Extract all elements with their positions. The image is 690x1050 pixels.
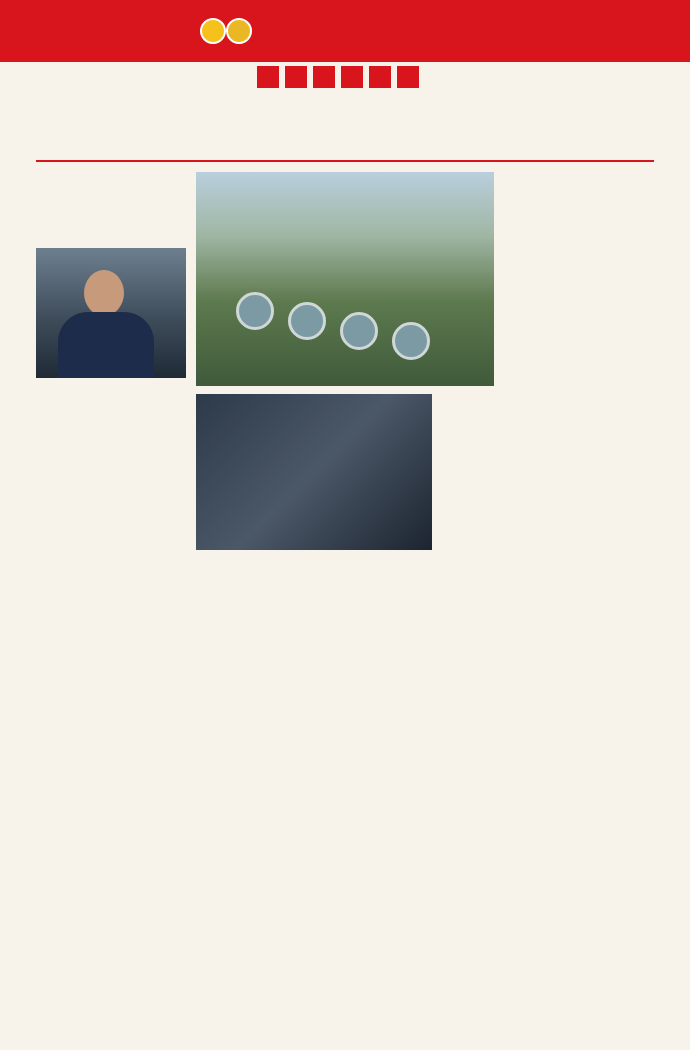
column-title-char xyxy=(341,66,363,88)
column-title-char xyxy=(313,66,335,88)
fish-pond xyxy=(392,322,430,360)
portrait-body xyxy=(58,312,154,378)
fish-pond xyxy=(236,292,274,330)
column-title-char xyxy=(397,66,419,88)
column-title-char xyxy=(369,66,391,88)
section-heading-fish-dragon xyxy=(36,822,186,824)
header-bar xyxy=(0,0,690,62)
farm-aerial-photo xyxy=(196,172,494,386)
fish-pond xyxy=(288,302,326,340)
fish-pond xyxy=(340,312,378,350)
column-title xyxy=(257,66,419,88)
section-heading-grant-fish xyxy=(350,562,496,564)
headline-rule xyxy=(36,160,654,162)
sales-team-photo xyxy=(196,394,432,550)
column-title-char xyxy=(257,66,279,88)
portrait-photo xyxy=(36,248,186,378)
column-title-char xyxy=(285,66,307,88)
cppcc-emblem-icon xyxy=(226,18,252,44)
portrait-face xyxy=(84,270,124,316)
profile-box xyxy=(36,178,186,184)
national-emblem-icon xyxy=(200,18,226,44)
